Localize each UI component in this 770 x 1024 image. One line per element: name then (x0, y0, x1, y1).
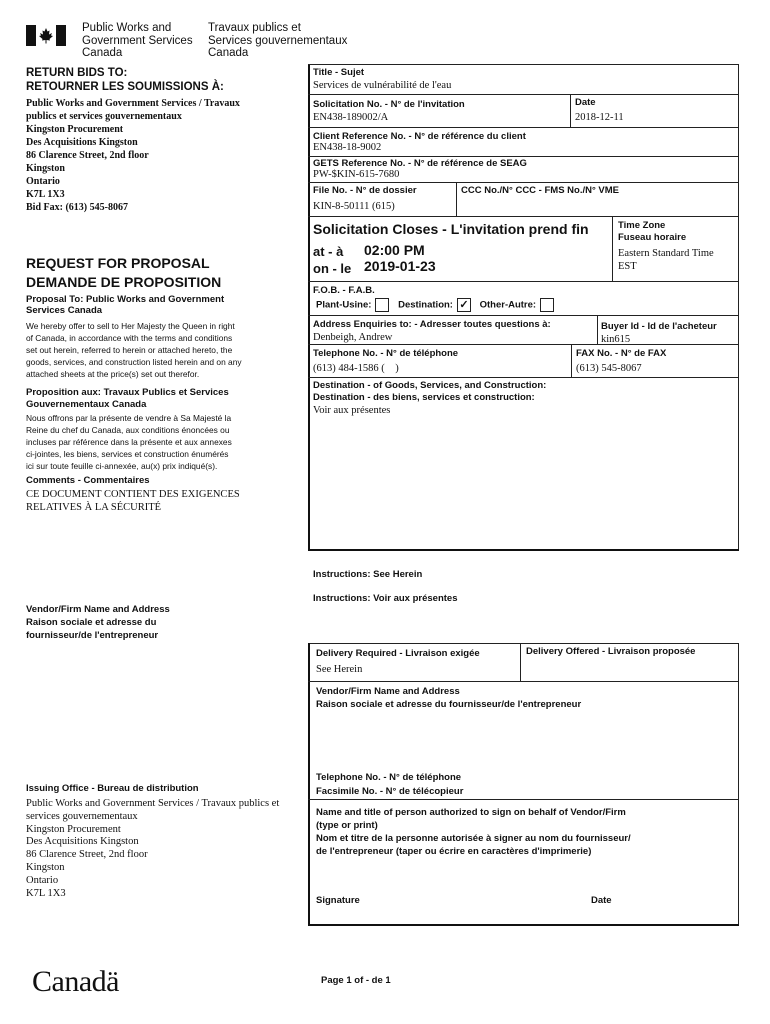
return-bids-fr: RETOURNER LES SOUMISSIONS À: (26, 81, 224, 93)
address-line: Kingston Procurement (26, 823, 121, 835)
vendor-fax-label: Facsimile No. - N° de télécopieur (316, 786, 464, 797)
address-enquiries-value[interactable]: Denbeigh, Andrew (313, 332, 393, 343)
text-line: ci-jointes, les biens, services et construction énumérés (26, 449, 229, 459)
right-box-left-border (308, 64, 310, 550)
divider (570, 94, 571, 127)
proposition-text (26, 412, 232, 472)
address-line: Ontario (26, 176, 60, 187)
destination-checkbox[interactable]: ✓ (457, 298, 471, 312)
file-value[interactable]: KIN-8-50111 (615) (313, 201, 395, 212)
proposition-label (26, 387, 229, 410)
closes-title: Solicitation Closes - L'invitation prend fin (313, 221, 589, 237)
department-name-fr (208, 22, 347, 60)
value-line: Eastern Standard Time (618, 248, 714, 259)
comments-text (26, 489, 240, 514)
divider (308, 315, 738, 316)
address-line: Kingston Procurement (26, 124, 124, 135)
label-line: Fuseau horaire (618, 231, 687, 243)
close-time[interactable]: 02:00 PM (364, 242, 425, 258)
address-line: Des Acquisitions Kingston (26, 836, 139, 848)
address-line: Kingston (26, 163, 65, 174)
delivery-required-value[interactable]: See Herein (316, 664, 363, 675)
label-line: Raison sociale et adresse du fournisseur/de l'entrepreneur (316, 698, 582, 710)
label-line: Destination - of Goods, Services, and Construction: (313, 380, 547, 391)
text-line: incluses par référence dans la présente et aux annexes (26, 437, 232, 447)
client-ref-label: Client Reference No. - N° de référence du client (313, 131, 526, 142)
dept-fr-line: Canada (208, 47, 249, 59)
buyer-id-label: Buyer Id - Id de l'acheteur (601, 321, 717, 332)
text-line: attached sheets at the price(s) set out therefor. (26, 369, 200, 379)
date-label: Date (575, 97, 596, 108)
plant-checkbox[interactable] (375, 298, 389, 312)
label-line: Name and title of person authorized to sign on behalf of Vendor/Firm (316, 807, 626, 818)
label-line: Vendor/Firm Name and Address (316, 686, 460, 697)
dept-en-line: Government Services (82, 34, 193, 47)
divider (456, 182, 457, 216)
label-line: Services Canada (26, 305, 103, 316)
fob-options (316, 298, 560, 312)
text-line: Reine du chef du Canada, aux conditions énoncées ou (26, 425, 230, 435)
signature-field[interactable] (370, 885, 570, 907)
divider (308, 799, 738, 800)
destination-goods-label (313, 380, 546, 403)
address-line: publics et services gouvernementaux (26, 111, 182, 122)
address-line: K7L 1X3 (26, 189, 65, 200)
department-name-en (82, 22, 193, 60)
address-line: Kingston (26, 861, 65, 873)
instructions-fr: Instructions: Voir aux présentes (313, 593, 458, 604)
address-line: K7L 1X3 (26, 887, 66, 899)
dept-en-line: Canada (82, 47, 123, 59)
divider (308, 344, 738, 345)
text-line: goods, services, and construction listed herein and on any (26, 357, 242, 367)
address-enquiries-label: Address Enquiries to: - Adresser toutes questions à: (313, 319, 551, 330)
at-label: at - à (313, 244, 344, 259)
ccc-label: CCC No./N° CCC - FMS No./N° VME (461, 185, 620, 196)
label-line: fournisseur/de l'entrepreneur (26, 630, 159, 641)
timezone-value[interactable] (618, 247, 714, 273)
divider (308, 127, 738, 128)
divider (597, 315, 598, 344)
phone-value[interactable]: (613) 484-1586 ( ) (313, 363, 399, 374)
label-line: Destination - des biens, services et construction: (313, 391, 535, 403)
other-label: Other-Autre: (479, 299, 537, 311)
proposal-to-text (26, 320, 242, 380)
comments-label: Comments - Commentaires (26, 475, 150, 486)
rfp-title-fr: DEMANDE DE PROPOSITION (26, 274, 222, 290)
text-line: of Canada, in accordance with the terms and conditions (26, 333, 233, 343)
lower-box-top (308, 643, 738, 644)
fax-value[interactable]: (613) 545-8067 (576, 363, 642, 374)
divider (308, 281, 738, 282)
divider (520, 643, 521, 681)
divider (308, 94, 738, 95)
text-line: CE DOCUMENT CONTIENT DES EXIGENCES (26, 489, 240, 500)
vendor-firm-input[interactable] (314, 712, 732, 767)
gets-value[interactable]: PW-$KIN-615-7680 (313, 169, 400, 180)
label-line: Vendor/Firm Name and Address (26, 604, 170, 615)
solicitation-value[interactable]: EN438-189002/A (313, 112, 389, 123)
address-line: Des Acquisitions Kingston (26, 137, 138, 148)
buyer-id-value[interactable]: kin615 (601, 334, 631, 345)
text-line: Nous offrons par la présente de vendre à Sa Majesté la (26, 413, 232, 423)
label-line: de l'entrepreneur (taper ou écrire en caractères d'imprimerie) (316, 846, 592, 857)
text-line: ici sur toute feuille ci-annexée, au(x) prix indiqué(s). (26, 461, 218, 471)
canada-flag-icon (26, 25, 66, 46)
address-line: Ontario (26, 874, 59, 886)
divider (308, 681, 738, 682)
vendor-firm-label (316, 686, 581, 711)
dept-en-line: Public Works and (82, 22, 172, 34)
label-line: Raison sociale et adresse du (26, 617, 157, 628)
divider (308, 216, 738, 217)
text-line: We hereby offer to sell to Her Majesty the Queen in right (26, 321, 235, 331)
return-bids-en: RETURN BIDS TO: (26, 67, 128, 79)
label-line: (type or print) (316, 820, 378, 831)
destination-label: Destination: (398, 299, 453, 311)
file-label: File No. - N° de dossier (313, 185, 417, 196)
solicitation-label: Solicitation No. - N° de l'invitation (313, 99, 465, 110)
signature-label: Signature (316, 895, 360, 906)
address-line: Public Works and Government Services / Travaux publics et (26, 798, 280, 809)
fob-label: F.O.B. - F.A.B. (313, 285, 375, 296)
destination-goods-value[interactable]: Voir aux présentes (313, 405, 391, 416)
divider (308, 182, 738, 183)
address-line: 86 Clarence Street, 2nd floor (26, 150, 149, 161)
instructions-en: Instructions: See Herein (313, 569, 423, 580)
lower-box-bottom (308, 924, 739, 926)
divider (571, 344, 572, 377)
text-line: RELATIVES À LA SÉCURITÉ (26, 501, 162, 513)
phone-label: Telephone No. - N° de téléphone (313, 348, 459, 359)
signature-date-label: Date (591, 895, 612, 906)
other-checkbox[interactable] (540, 298, 554, 312)
on-label: on - le (313, 261, 352, 276)
lower-box-left-border (308, 643, 310, 925)
delivery-offered-label: Delivery Offered - Livraison proposée (526, 646, 696, 657)
address-line: services gouvernementaux (26, 810, 138, 822)
dept-fr-line: Services gouvernementaux (208, 34, 348, 47)
label-line: Gouvernementaux Canada (26, 398, 147, 410)
plant-label: Plant-Usine: (316, 299, 372, 311)
vendor-firm-left-label (26, 603, 170, 642)
address-line: Public Works and Government Services / Travaux (26, 98, 240, 109)
close-date[interactable]: 2019-01-23 (364, 258, 436, 274)
return-bids-address (26, 97, 240, 214)
vendor-telephone-label: Telephone No. - N° de téléphone (316, 772, 462, 783)
rfp-title-en: REQUEST FOR PROPOSAL (26, 255, 210, 271)
page-number: Page 1 of - de 1 (321, 975, 391, 986)
rfp-title (26, 254, 221, 292)
issuing-office-address (26, 798, 279, 900)
divider (308, 156, 738, 157)
canada-wordmark: Canadä (32, 965, 119, 998)
lower-box-right-border (738, 643, 739, 925)
label-line: Proposition aux: Travaux Publics et Services (26, 387, 229, 398)
address-line: 86 Clarence Street, 2nd floor (26, 849, 148, 861)
title-label: Title - Sujet (313, 67, 365, 78)
label-line: Proposal To: Public Works and Government (26, 294, 225, 305)
client-ref-value[interactable]: EN438-18-9002 (313, 142, 382, 153)
right-box-right-border (738, 64, 739, 550)
delivery-required-label: Delivery Required - Livraison exigée (316, 648, 480, 659)
return-bids-title (26, 66, 224, 94)
label-line: Nom et titre de la personne autorisée à signer au nom du fournisseur/ (316, 833, 631, 844)
right-box-bottom (308, 549, 739, 551)
proposal-to-label (26, 294, 224, 316)
text-line: set out herein, referred to herein or attached hereto, the (26, 345, 233, 355)
right-box-top (308, 64, 738, 65)
fax-label: FAX No. - N° de FAX (576, 348, 667, 359)
divider (308, 377, 738, 378)
label-line: Time Zone (618, 220, 666, 231)
timezone-label (618, 220, 686, 243)
dept-fr-line: Travaux publics et (208, 22, 301, 34)
bid-fax: Bid Fax: (613) 545-8067 (26, 202, 128, 213)
date-value[interactable]: 2018-12-11 (575, 112, 624, 123)
gets-label: GETS Reference No. - N° de référence de SEAG (313, 158, 527, 169)
title-value[interactable]: Services de vulnérabilité de l'eau (313, 80, 452, 91)
divider (612, 216, 613, 281)
value-line: EST (618, 261, 637, 272)
issuing-office-label: Issuing Office - Bureau de distribution (26, 783, 199, 794)
authorized-person-label (316, 806, 631, 858)
